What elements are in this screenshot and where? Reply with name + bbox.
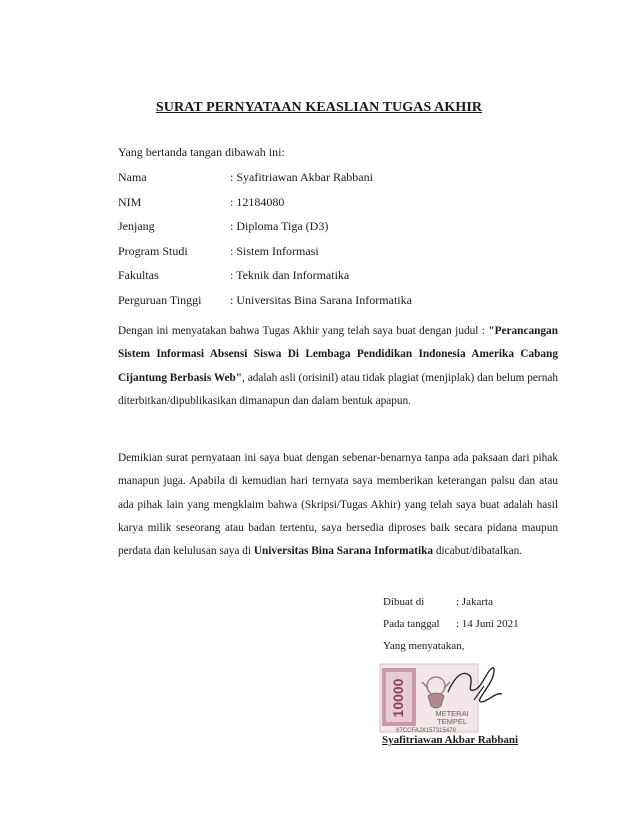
identity-label: Perguruan Tinggi <box>118 292 202 307</box>
declaration-lead: Dengan ini menyatakan bahwa Tugas Akhir yang telah saya buat dengan judul : <box>118 325 485 337</box>
thesis-title: "Perancangan Sistem Informasi Absensi Siswa Di Lembaga Pendidikan Indonesia Amerika Cabang Cijantung Berbasis Web" <box>118 325 558 384</box>
identity-label: Nama <box>118 170 147 184</box>
identity-label: Program Studi <box>118 243 188 258</box>
identity-row-perguruan-tinggi <box>118 293 412 318</box>
svg-text:10000: 10000 <box>390 678 406 718</box>
identity-label: Jenjang <box>118 219 155 233</box>
declaration-paragraph <box>118 320 558 413</box>
identity-table <box>118 170 412 317</box>
signer-name: Syafitriawan Akbar Rabbani <box>382 734 519 746</box>
place-label: Dibuat di <box>383 596 425 608</box>
closing-lead: Demikian surat pernyataan ini saya buat dengan sebenar-benarnya tanpa ada paksaan dari pihak manapun juga. Apabila di kemudian hari ternyata saya memberikan keterangan palsu dan atau ada pihak lain yang mengklaim bahwa (Skripsi/Tugas Akhir) yang telah saya buat adalah hasil karya milik seseorang atau badan tertentu, saya bersedia diproses baik secara pidana maupun perdata dan kelulusan saya di <box>118 452 558 558</box>
statement-text: Yang menyatakan, <box>383 640 465 652</box>
tempel-label: TEMPEL <box>436 717 468 726</box>
identity-label: Fakultas <box>118 268 159 282</box>
date-value: : 14 Juni 2021 <box>456 618 519 630</box>
identity-value: : Diploma Tiga (D3) <box>230 219 329 233</box>
identity-value: : Teknik dan Informatika <box>230 268 350 282</box>
signature-block <box>383 596 519 662</box>
identity-row-fakultas <box>118 268 412 293</box>
date-label: Pada tanggal <box>383 618 440 630</box>
identity-row-nim <box>118 195 412 220</box>
identity-value: : Sistem Informasi <box>230 243 319 258</box>
place-value: : Jakarta <box>456 596 493 608</box>
identity-value: : Syafitriawan Akbar Rabbani <box>230 170 373 184</box>
identity-row-name <box>118 170 412 195</box>
identity-row-jenjang <box>118 219 412 244</box>
identity-value: : Universitas Bina Sarana Informatika <box>230 292 412 307</box>
institution-name: Universitas Bina Sarana Informatika <box>253 545 434 558</box>
identity-label: NIM <box>118 194 142 209</box>
closing-tail: dicabut/dibatalkan. <box>435 545 523 558</box>
declaration-tail: , adalah asli (orisinil) atau tidak plagiat (menjiplak) dan belum pernah diterbitkan/dipublikasikan dimanapun dan dalam bentuk apapun. <box>118 371 559 407</box>
intro-text: Yang bertanda tangan dibawah ini: <box>118 145 285 159</box>
meterai-stamp-icon <box>378 662 528 734</box>
closing-paragraph <box>118 447 558 563</box>
document-title: SURAT PERNYATAAN KEASLIAN TUGAS AKHIR <box>155 100 483 115</box>
date-row <box>383 618 519 640</box>
identity-row-program-studi <box>118 244 412 269</box>
stamp-and-signature <box>378 662 528 734</box>
statement-row <box>383 640 519 662</box>
place-row <box>383 596 519 618</box>
meterai-label: METERAI <box>435 709 469 718</box>
identity-value: : 12184080 <box>230 194 285 209</box>
stamp-serial: 67CCFAJX157315478 <box>396 728 456 734</box>
